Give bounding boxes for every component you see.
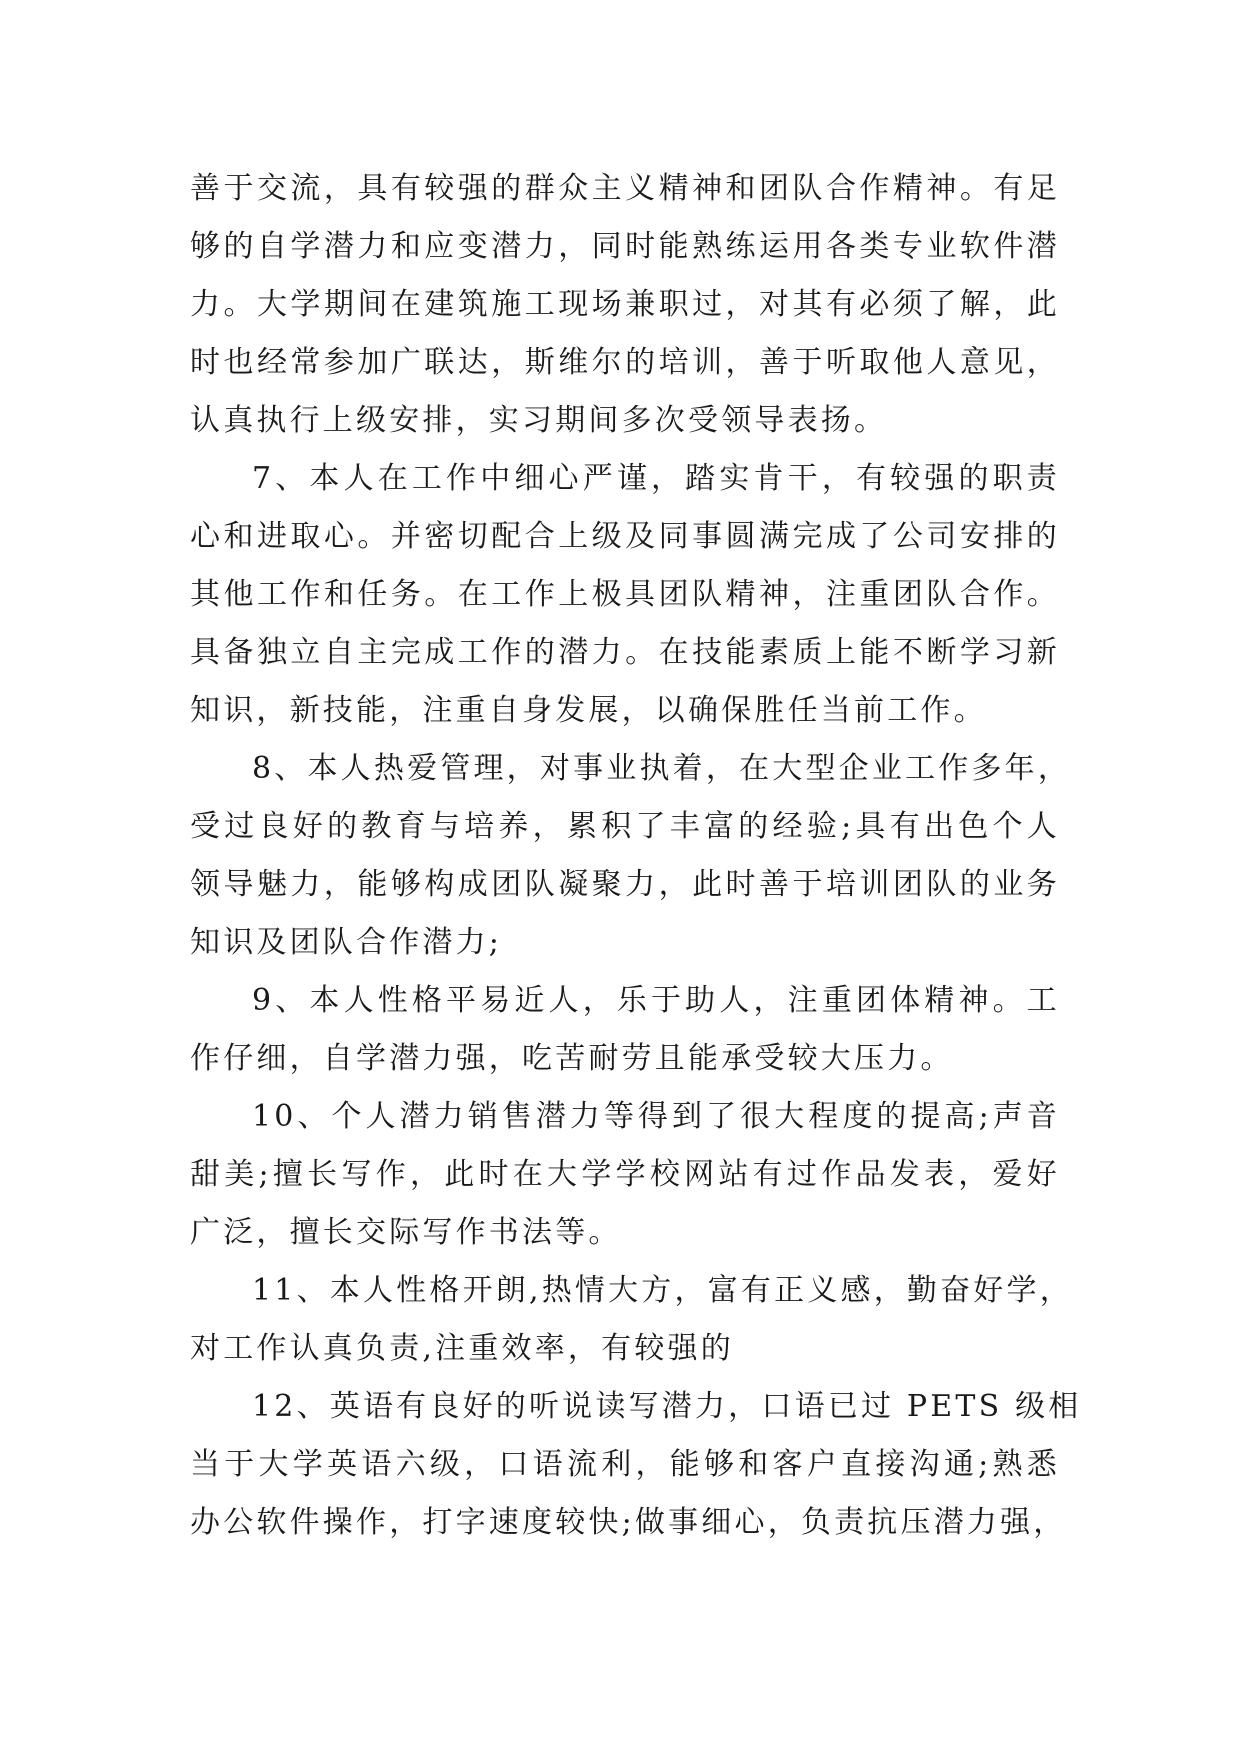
text-line: 广泛，擅长交际写作书法等。 (190, 1215, 622, 1250)
text-line: 知识，新技能，注重自身发展，以确保胜任当前工作。 (190, 693, 987, 728)
text-line: 认真执行上级安排，实习期间多次受领导表扬。 (190, 403, 888, 438)
text-line: 办公软件操作，打字速度较快;做事细心，负责抗压潜力强， (190, 1505, 1067, 1540)
text-line: 作仔细，自学潜力强，吃苦耐劳且能承受较大压力。 (190, 1041, 954, 1076)
text-line: 知识及团队合作潜力; (190, 925, 503, 960)
text-line: 当于大学英语六级，口语流利，能够和客户直接沟通;熟悉 (190, 1447, 1060, 1482)
text-line: 9、本人性格平易近人，乐于助人，注重团体精神。工 (252, 983, 1060, 1018)
text-line: 8、本人热爱管理，对事业执着，在大型企业工作多年， (252, 751, 1072, 786)
text-line: 对工作认真负责,注重效率，有较强的 (190, 1331, 734, 1366)
text-line: 7、本人在工作中细心严谨，踏实肯干，有较强的职责 (252, 461, 1060, 496)
text-line: 时也经常参加广联达，斯维尔的培训，善于听取他人意见， (190, 345, 1060, 380)
document-body (190, 160, 1082, 1552)
text-line: 心和进取心。并密切配合上级及同事圆满完成了公司安排的 (190, 519, 1060, 554)
text-line: 12、英语有良好的听说读写潜力，口语已过 PETS 级相 (252, 1389, 1082, 1424)
text-line: 力。大学期间在建筑施工现场兼职过，对其有必须了解，此 (190, 287, 1060, 322)
text-line: 甜美;擅长写作，此时在大学学校网站有过作品发表，爱好 (190, 1157, 1060, 1192)
text-line: 够的自学潜力和应变潜力，同时能熟练运用各类专业软件潜 (190, 229, 1060, 264)
text-line: 领导魅力，能够构成团队凝聚力，此时善于培训团队的业务 (190, 867, 1060, 902)
text-line: 10、个人潜力销售潜力等得到了很大程度的提高;声音 (252, 1099, 1060, 1134)
text-line: 善于交流，具有较强的群众主义精神和团队合作精神。有足 (190, 171, 1060, 206)
text-line: 11、本人性格开朗,热情大方，富有正义感，勤奋好学， (252, 1273, 1073, 1308)
text-line: 其他工作和任务。在工作上极具团队精神，注重团队合作。 (190, 577, 1060, 612)
text-line: 受过良好的教育与培养，累积了丰富的经验;具有出色个人 (190, 809, 1060, 844)
text-line: 具备独立自主完成工作的潜力。在技能素质上能不断学习新 (190, 635, 1060, 670)
